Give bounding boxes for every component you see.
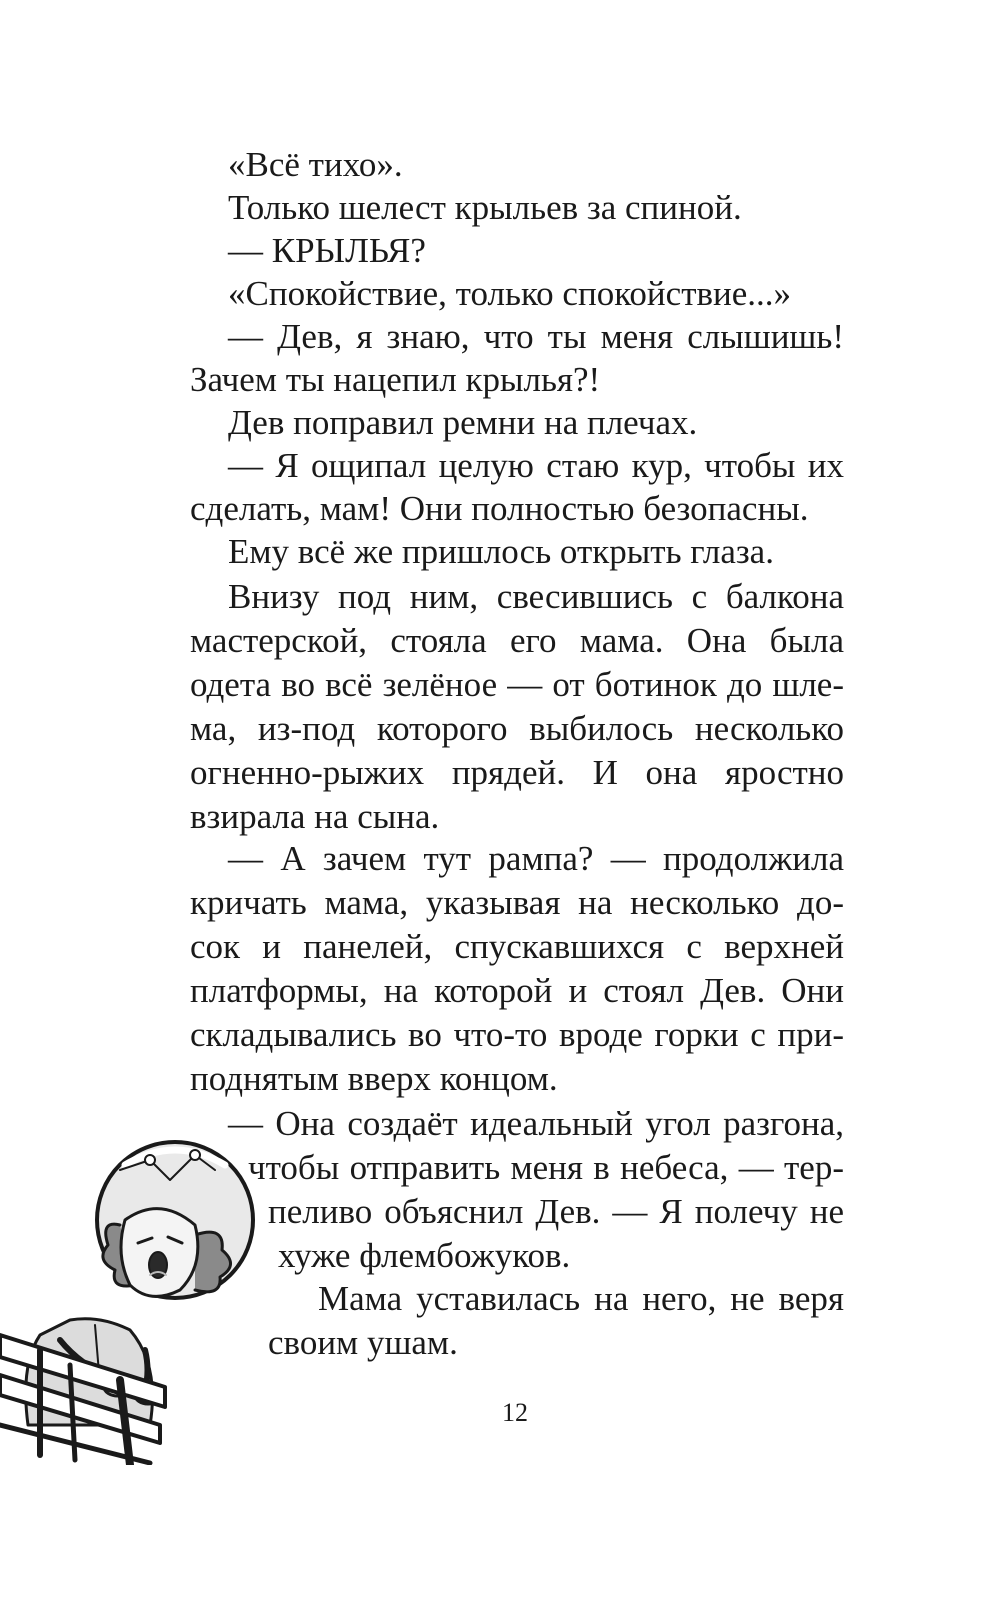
text-line: Внизу под ним, свесившись с балкона [228, 577, 844, 616]
page-number: 12 [502, 1398, 528, 1427]
text-line: чтобы отправить меня в небеса, — тер- [248, 1148, 844, 1187]
text-line: — Дев, я знаю, что ты меня слышишь! [228, 317, 844, 356]
text-line: хуже флембожуков. [278, 1236, 571, 1275]
text-line: мастерской, стояла его мама. Она была [190, 621, 844, 660]
text-line: кричать мама, указывая на несколько до- [190, 883, 844, 922]
text-line: сделать, мам! Они полностью безопасны. [190, 489, 809, 528]
text-line: своим ушам. [268, 1323, 458, 1362]
text-line: Зачем ты нацепил крылья?! [190, 360, 601, 399]
text-line: взирала на сына. [190, 797, 440, 836]
text-line: Ему всё же пришлось открыть глаза. [228, 532, 774, 571]
text-line: — Она создаёт идеальный угол разгона, [228, 1104, 844, 1143]
text-line: ма, из-под которого выбилось несколько [190, 709, 844, 748]
text-line: огненно-рыжих прядей. И она яростно [190, 753, 844, 792]
text-line: «Спокойствие, только спокойствие...» [228, 274, 792, 313]
text-line: одета во всё зелёное — от ботинок до шле- [190, 665, 844, 704]
text-line: платформы, на которой и стоял Дев. Они [190, 971, 844, 1010]
text-line: поднятым вверх концом. [190, 1059, 558, 1098]
mom-on-balcony-illustration [0, 1125, 290, 1465]
text-line: «Всё тихо». [228, 145, 403, 184]
text-line: Только шелест крыльев за спиной. [228, 188, 742, 227]
text-line: — А зачем тут рампа? — продолжила [228, 839, 844, 878]
text-line: пеливо объяснил Дев. — Я полечу не [268, 1192, 844, 1231]
text-line: Дев поправил ремни на плечах. [228, 403, 698, 442]
text-line: — КРЫЛЬЯ? [228, 231, 426, 270]
text-line: — Я ощипал целую стаю кур, чтобы их [228, 446, 844, 485]
text-line: сок и панелей, спускавшихся с верхней [190, 927, 844, 966]
text-line: Мама уставилась на него, не веря [318, 1279, 844, 1318]
text-line: складывались во что-то вроде горки с при- [190, 1015, 844, 1054]
